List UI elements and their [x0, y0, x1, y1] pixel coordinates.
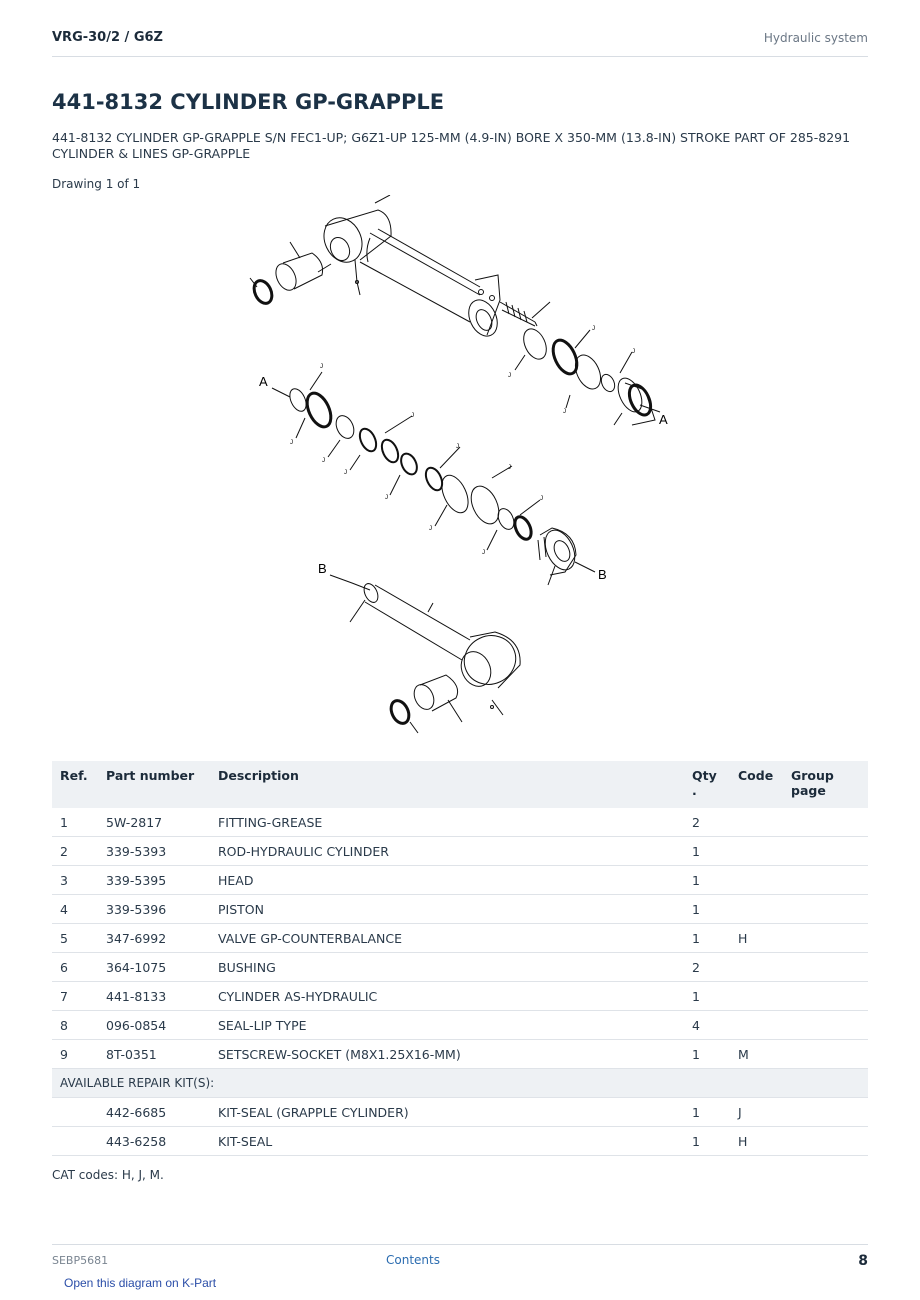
- cell-description: SETSCREW-SOCKET (M8X1.25X16-MM): [210, 1040, 684, 1069]
- callout-j: J: [320, 364, 323, 370]
- cell-qty: 1: [684, 1040, 730, 1069]
- column-header-group-page: Group page: [783, 761, 868, 808]
- table-header-row: [52, 761, 868, 808]
- cell-description: BUSHING: [210, 953, 684, 982]
- cell-group-page: [783, 982, 868, 1011]
- callout-j: J: [411, 413, 414, 419]
- callout-j: J: [429, 526, 432, 532]
- cell-part-number: 441-8133: [98, 982, 210, 1011]
- contents-link[interactable]: Contents: [386, 1253, 440, 1267]
- section-label: Hydraulic system: [763, 31, 868, 45]
- cell-ref: [52, 1127, 98, 1156]
- repair-kits-header: AVAILABLE REPAIR KIT(S):: [52, 1069, 868, 1098]
- cell-code: [730, 895, 783, 924]
- table-row: [52, 1040, 868, 1069]
- cell-group-page: [783, 808, 868, 837]
- cell-code: [730, 866, 783, 895]
- cell-group-page: [783, 1011, 868, 1040]
- repair-kits-header-row: [52, 1069, 868, 1098]
- exploded-parts-diagram[interactable]: [240, 195, 680, 740]
- table-row: [52, 837, 868, 866]
- cell-ref: 2: [52, 837, 98, 866]
- cell-ref: 8: [52, 1011, 98, 1040]
- cell-code: J: [730, 1098, 783, 1127]
- cell-description: HEAD: [210, 866, 684, 895]
- piston-seals-drawing: [272, 372, 595, 585]
- cell-ref: 4: [52, 895, 98, 924]
- cell-code: M: [730, 1040, 783, 1069]
- callout-a-right: A: [659, 412, 668, 427]
- callout-j: J: [592, 326, 595, 332]
- cell-code: [730, 953, 783, 982]
- cell-group-page: [783, 837, 868, 866]
- cylinder-body-drawing: [317, 195, 550, 341]
- column-header-ref: Ref.: [52, 761, 98, 808]
- callout-j: J: [508, 373, 511, 379]
- cell-qty: 1: [684, 1127, 730, 1156]
- cell-group-page: [783, 1098, 868, 1127]
- cell-ref: 9: [52, 1040, 98, 1069]
- cat-codes-note: CAT codes: H, J, M.: [52, 1168, 164, 1182]
- cell-description: ROD-HYDRAULIC CYLINDER: [210, 837, 684, 866]
- cell-part-number: 347-6992: [98, 924, 210, 953]
- cell-group-page: [783, 953, 868, 982]
- cell-group-page: [783, 1127, 868, 1156]
- column-header-part-number: Part number: [98, 761, 210, 808]
- table-row: [52, 866, 868, 895]
- cell-group-page: [783, 895, 868, 924]
- callout-j: J: [385, 495, 388, 501]
- cell-part-number: 339-5396: [98, 895, 210, 924]
- cell-qty: 1: [684, 837, 730, 866]
- callout-j: J: [344, 470, 347, 476]
- cell-ref: [52, 1098, 98, 1127]
- table-row: [52, 953, 868, 982]
- cell-part-number: 096-0854: [98, 1011, 210, 1040]
- rod-drawing: [330, 575, 524, 733]
- cell-part-number: 5W-2817: [98, 808, 210, 837]
- cell-ref: 1: [52, 808, 98, 837]
- page-footer: [52, 1244, 868, 1275]
- callout-b-right: B: [598, 567, 607, 582]
- column-header-qty: Qty .: [684, 761, 730, 808]
- table-row: [52, 808, 868, 837]
- cell-description: VALVE GP-COUNTERBALANCE: [210, 924, 684, 953]
- cell-ref: 3: [52, 866, 98, 895]
- table-row: [52, 895, 868, 924]
- column-header-description: Description: [210, 761, 684, 808]
- cell-part-number: 442-6685: [98, 1098, 210, 1127]
- page-header: [52, 28, 868, 57]
- cell-group-page: [783, 1040, 868, 1069]
- drawing-label: Drawing 1 of 1: [52, 177, 141, 191]
- open-k-part-link[interactable]: Open this diagram on K-Part: [64, 1276, 217, 1290]
- cell-description: PISTON: [210, 895, 684, 924]
- callout-j: J: [632, 349, 635, 355]
- table-row: [52, 1011, 868, 1040]
- callout-j: J: [322, 458, 325, 464]
- cell-qty: 1: [684, 866, 730, 895]
- parts-table: [52, 761, 868, 1156]
- document-id: SEBP5681: [52, 1254, 109, 1267]
- kit-row: [52, 1127, 868, 1156]
- callout-b-left: B: [318, 561, 327, 576]
- cell-qty: 4: [684, 1011, 730, 1040]
- cell-code: [730, 982, 783, 1011]
- cell-code: [730, 808, 783, 837]
- head-seals-drawing: [515, 325, 660, 425]
- cell-qty: 2: [684, 953, 730, 982]
- table-row: [52, 924, 868, 953]
- cell-qty: 1: [684, 924, 730, 953]
- page-number: 8: [858, 1253, 868, 1269]
- callout-a-left: A: [259, 374, 268, 389]
- cell-part-number: 443-6258: [98, 1127, 210, 1156]
- cell-group-page: [783, 866, 868, 895]
- page-title: 441-8132 CYLINDER GP-GRAPPLE: [52, 90, 445, 114]
- cell-code: [730, 1011, 783, 1040]
- cell-ref: 6: [52, 953, 98, 982]
- cell-ref: 5: [52, 924, 98, 953]
- callout-j: J: [482, 550, 485, 556]
- page-subtitle: 441-8132 CYLINDER GP-GRAPPLE S/N FEC1-UP; G6Z1-UP 125-MM (4.9-IN) BORE X 350-MM (13.8-IN) STROKE PART OF 285-8291 CYLINDER & LINES GP-GRAPPLE: [52, 130, 851, 161]
- cell-description: FITTING-GREASE: [210, 808, 684, 837]
- cell-qty: 2: [684, 808, 730, 837]
- kit-row: [52, 1098, 868, 1127]
- cell-description: KIT-SEAL: [210, 1127, 684, 1156]
- model-label: VRG-30/2 / G6Z: [52, 30, 163, 45]
- cell-description: SEAL-LIP TYPE: [210, 1011, 684, 1040]
- cell-code: [730, 837, 783, 866]
- callout-j: J: [508, 465, 511, 471]
- cell-code: H: [730, 924, 783, 953]
- cell-qty: 1: [684, 1098, 730, 1127]
- table-row: [52, 982, 868, 1011]
- cell-part-number: 339-5393: [98, 837, 210, 866]
- callout-j: J: [456, 444, 459, 450]
- callout-j: J: [290, 440, 293, 446]
- cell-description: CYLINDER AS-HYDRAULIC: [210, 982, 684, 1011]
- cell-code: H: [730, 1127, 783, 1156]
- callout-j: J: [540, 496, 543, 502]
- bushing-drawing: [250, 242, 331, 306]
- cell-part-number: 364-1075: [98, 953, 210, 982]
- cell-group-page: [783, 924, 868, 953]
- cell-description: KIT-SEAL (GRAPPLE CYLINDER): [210, 1098, 684, 1127]
- callout-j: J: [563, 409, 566, 415]
- cell-qty: 1: [684, 982, 730, 1011]
- cell-qty: 1: [684, 895, 730, 924]
- column-header-code: Code: [730, 761, 783, 808]
- cell-part-number: 8T-0351: [98, 1040, 210, 1069]
- cell-part-number: 339-5395: [98, 866, 210, 895]
- cell-ref: 7: [52, 982, 98, 1011]
